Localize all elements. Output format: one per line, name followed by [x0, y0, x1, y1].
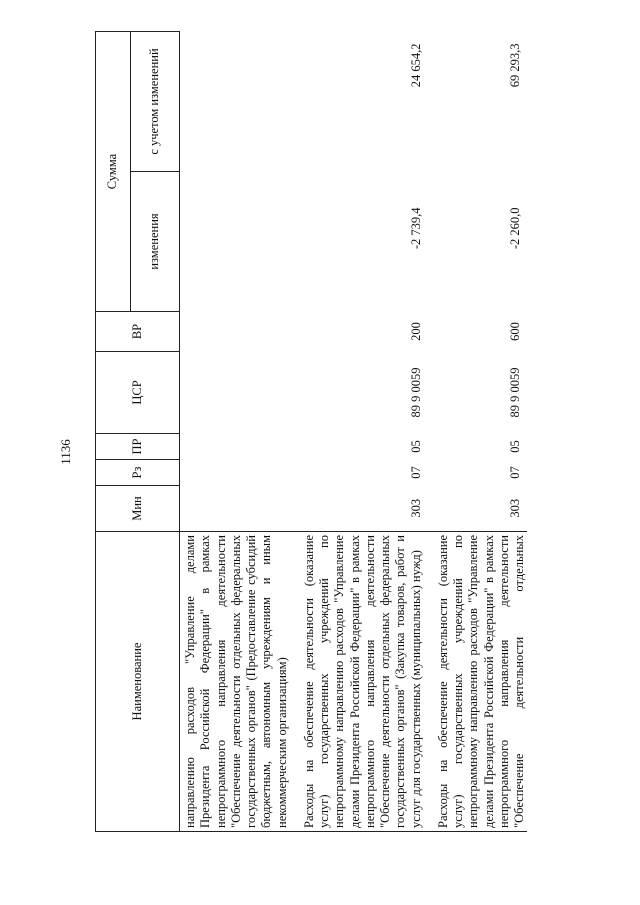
row-csr: 89 9 0059 [508, 367, 522, 418]
row-min: 303 [508, 498, 522, 518]
row-pr: 05 [508, 440, 522, 453]
row-csr [180, 352, 294, 434]
header-pr: ПР [96, 434, 180, 460]
row-min: 303 [408, 498, 423, 518]
header-name: Наименование [96, 532, 180, 832]
row-vr: 200 [408, 322, 423, 341]
row-rz: 07 [508, 466, 522, 479]
row-csr: 89 9 0059 [408, 367, 423, 418]
header-sum: Сумма [96, 32, 131, 312]
header-change: изменения [131, 172, 180, 312]
row-total: 24 654,2 [408, 43, 423, 88]
header-with-change: с учетом изменений [131, 32, 180, 172]
row-vr: 600 [508, 322, 522, 341]
row-change: -2 739,4 [408, 207, 423, 250]
row-name: Расходы на обеспечение деятельности (оказание услуг) государственных учреждений по непрограммному направлению расходов "Управление делами Президента Российской Федерации" в рамках непрограммного направления деятельности "Обеспечение деятельности отдельных федеральных государственных органов" (Закупка товаров, работ и услуг для государственных (муниципальных) нужд) [300, 532, 428, 832]
row-name: направлению расходов "Управление делами Президента Российской Федерации" в рамках непрограммного направления деятельности "Обеспечение деятельности отдельных федеральных государственных органов" (Предоставление субсидий бюджетным, автономным учреждениям и иным некоммерческим организациям) [180, 532, 294, 832]
row-pr [180, 434, 294, 460]
header-vr: ВР [96, 312, 180, 352]
row-rz: 07 [408, 466, 423, 479]
row-min [180, 486, 294, 532]
row-pr: 05 [408, 440, 423, 453]
row-name: Расходы на обеспечение деятельности (оказание услуг) государственных учреждений по непрограммному направлению расходов "Управление делами Президента Российской Федерации" в рамках непрограммного направления деятельности "Обеспечение деятельности отдельных [434, 532, 528, 832]
table-row [300, 32, 428, 832]
row-change [180, 172, 294, 312]
row-total [180, 32, 294, 172]
row-total: 69 293,3 [508, 43, 522, 88]
page-number: 1136 [58, 439, 73, 465]
row-vr [180, 312, 294, 352]
header-rz: Рз [96, 460, 180, 486]
document-page [40, 32, 600, 872]
header-min: Мин [96, 486, 180, 532]
table-row [434, 32, 528, 832]
row-rz [180, 460, 294, 486]
header-csr: ЦСР [96, 352, 180, 434]
budget-table [95, 31, 527, 832]
row-change: -2 260,0 [508, 207, 522, 250]
table-row [180, 32, 294, 832]
